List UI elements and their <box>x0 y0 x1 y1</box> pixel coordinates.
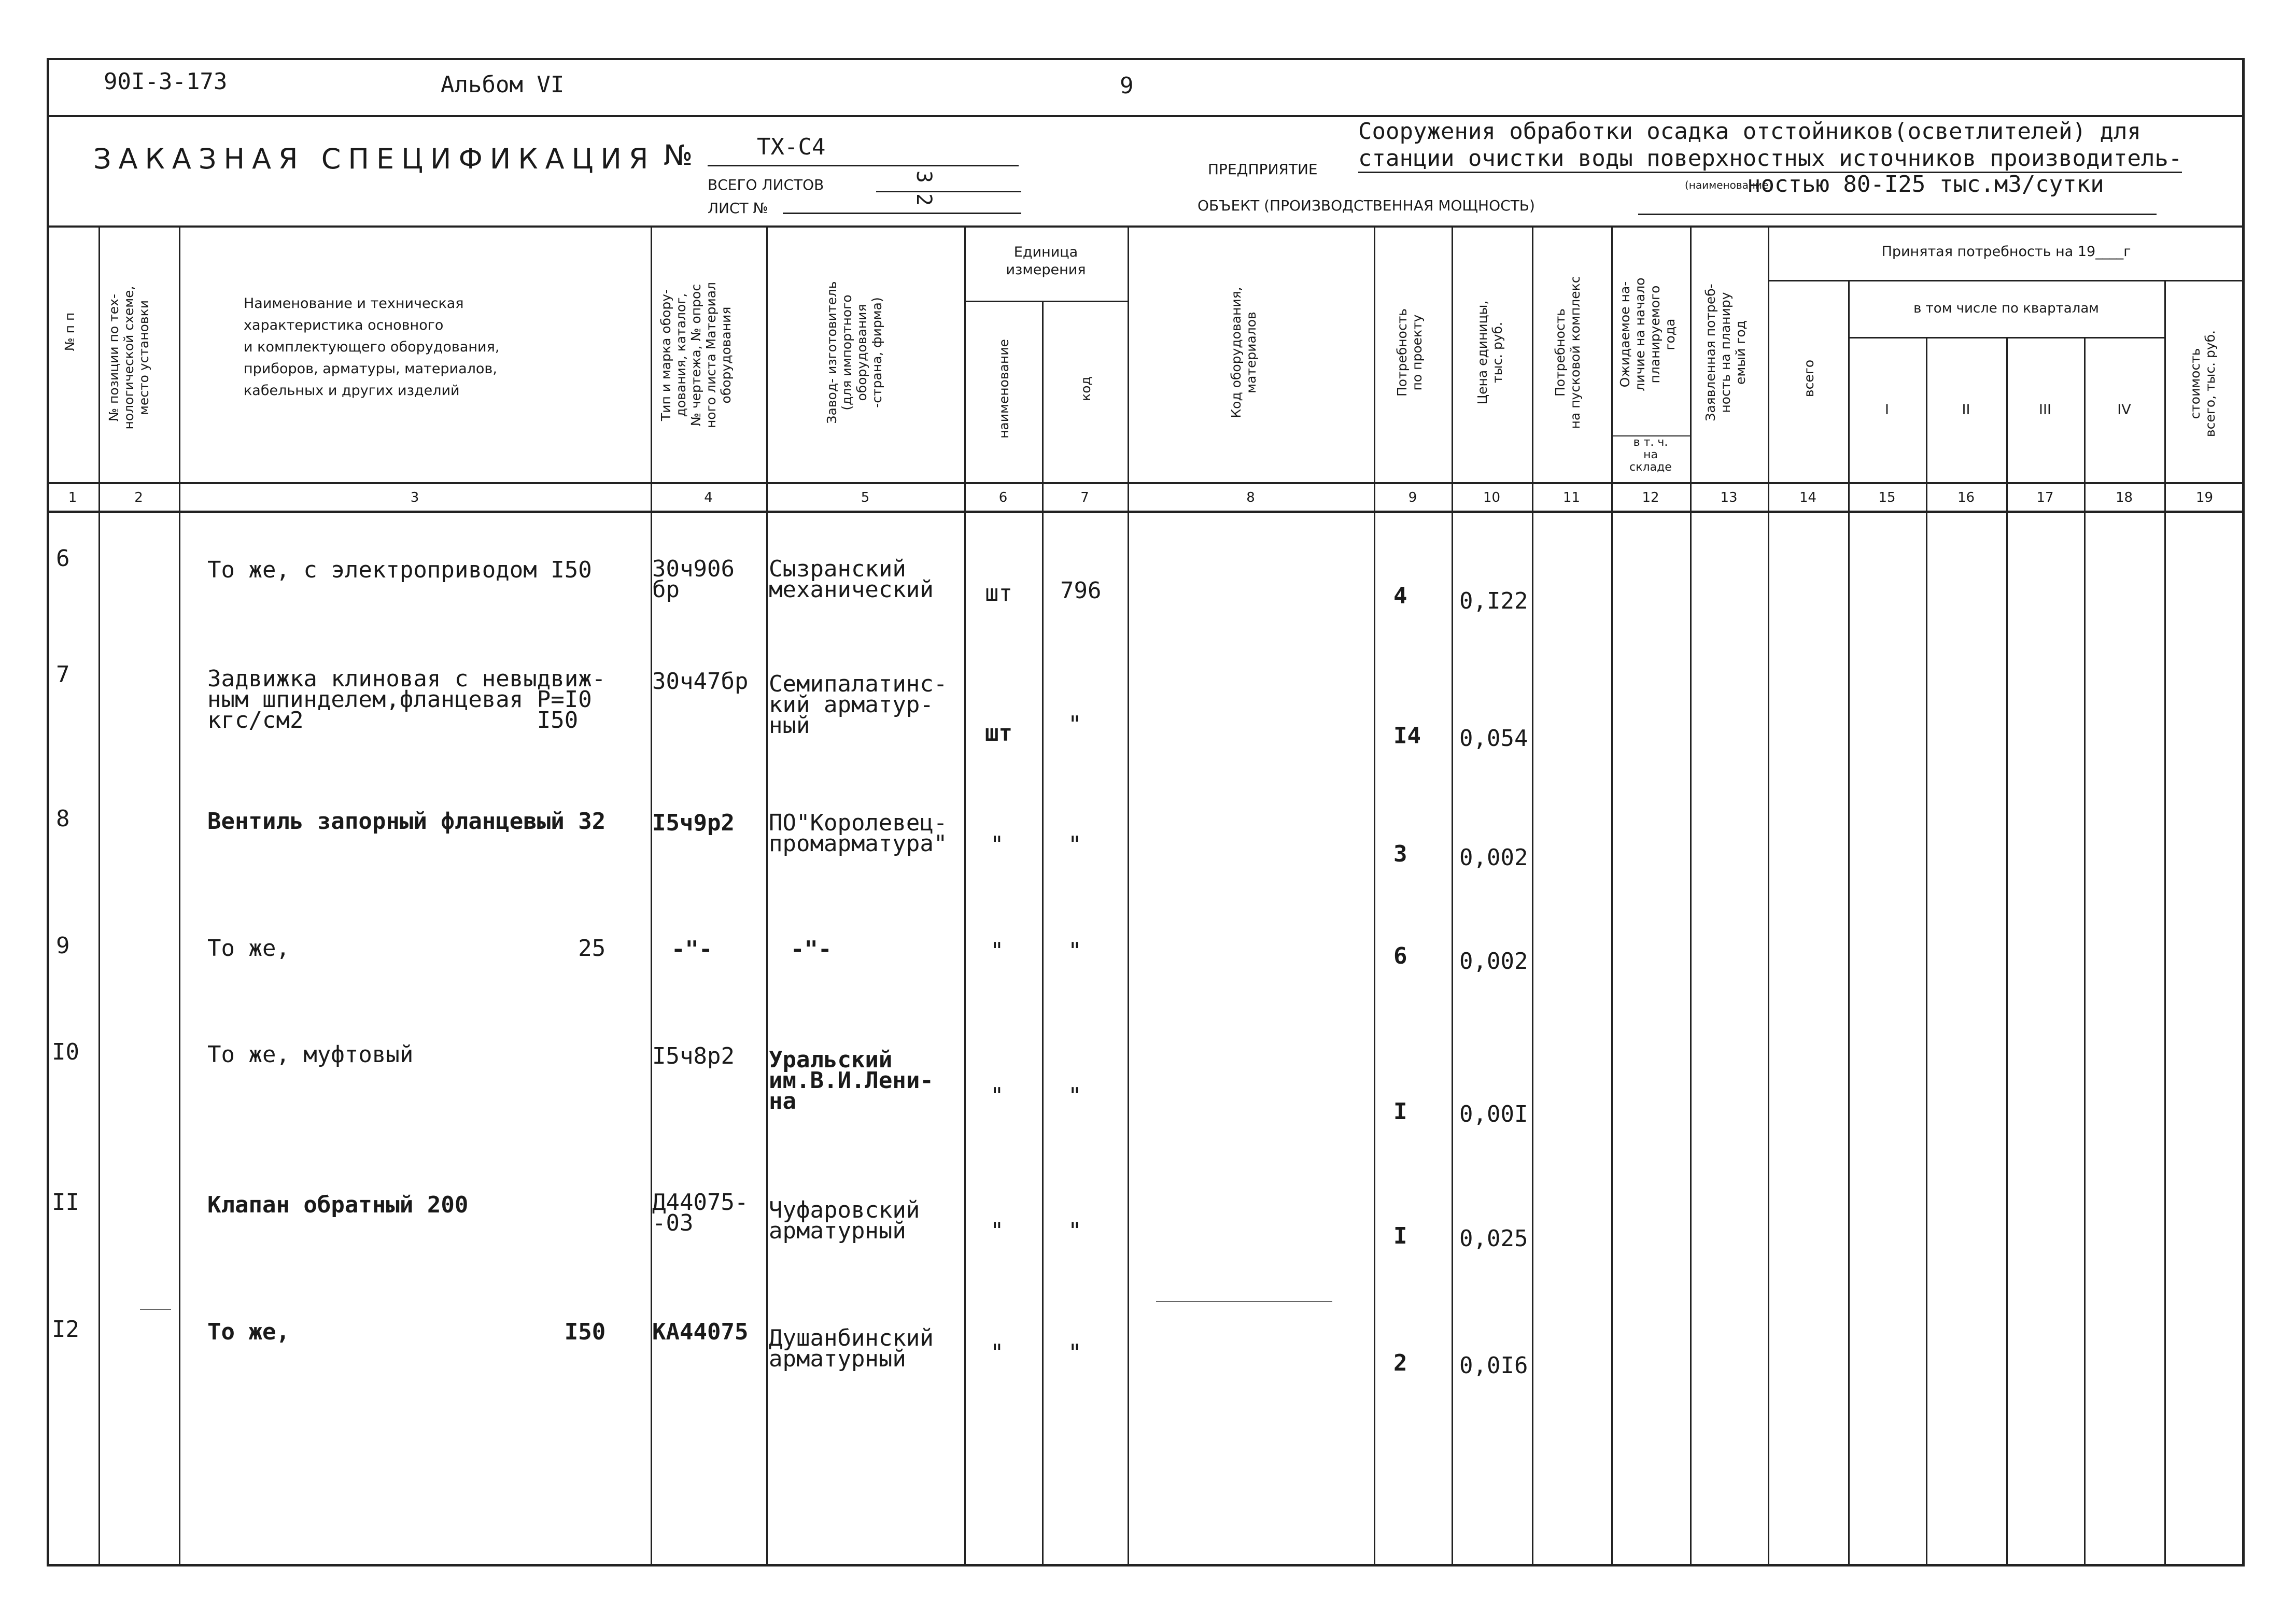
row-8-number: 8 <box>56 806 70 832</box>
col-12-sub-header: в т. ч. на складе <box>1629 436 1672 474</box>
row-11-name: Клапан обратный 200 <box>207 1192 469 1218</box>
row-7-type: 30ч47бр <box>652 668 749 695</box>
row-7-qty: I4 <box>1393 723 1421 749</box>
spec-number: ТХ-С4 <box>757 134 826 160</box>
row-9-type: -"- <box>671 936 713 963</box>
row-9-name: То же, 25 <box>207 935 606 962</box>
row-8-name: Вентиль запорный фланцевый 32 <box>207 808 606 835</box>
accepted-need-header: Принятая потребность на 19____г <box>1881 244 2131 260</box>
row-10-price: 0,00I <box>1459 1101 1528 1127</box>
col-15-header: I <box>1885 402 1889 418</box>
row-8-qty: 3 <box>1393 841 1407 867</box>
row-11-price: 0,025 <box>1459 1225 1528 1252</box>
row-7-code: " <box>1068 711 1082 738</box>
col-number: 7 <box>1080 490 1089 505</box>
row-8-code: " <box>1068 831 1082 858</box>
naming-label: (наименование) <box>1685 179 1773 191</box>
row-6-qty: 4 <box>1393 583 1407 609</box>
row-11-type: Д44075- -03 <box>652 1189 749 1236</box>
col-19-header: стоимость всего, тыс. руб. <box>2188 330 2218 437</box>
col-6-header: наименование <box>996 339 1011 439</box>
col-18-header: IV <box>2117 402 2131 418</box>
row-12-unit: " <box>990 1339 1004 1366</box>
row-11-code: " <box>1068 1218 1082 1244</box>
row-10-code: " <box>1068 1083 1082 1109</box>
col-number: 4 <box>704 490 713 505</box>
col-number: 19 <box>2195 490 2214 505</box>
col-17-header: III <box>2039 402 2051 418</box>
row-7-price: 0,054 <box>1459 725 1528 752</box>
col-12-header: Ожидаемое на- личие на начало планируемого года <box>1617 277 1678 391</box>
enterprise-line-2: станции очистки воды поверхностных источников производитель- <box>1358 145 2182 173</box>
row-12-name: То же, I50 <box>207 1319 606 1345</box>
row-10-qty: I <box>1393 1098 1407 1125</box>
col-number: 3 <box>410 490 419 505</box>
row-9-unit: " <box>990 938 1004 964</box>
col-1-header: № п п <box>62 312 77 351</box>
row-11-qty: I <box>1393 1223 1407 1249</box>
row-9-qty: 6 <box>1393 943 1407 969</box>
col-number: 11 <box>1562 490 1581 505</box>
row-8-type: I5ч9р2 <box>652 810 735 836</box>
row-10-maker: Уральский им.В.И.Лени- на <box>769 1047 934 1114</box>
row-6-unit: шт <box>985 580 1012 606</box>
enterprise-line-1: Сооружения обработки осадка отстойников(осветлителей) для <box>1358 118 2141 145</box>
row-6-number: 6 <box>56 545 70 572</box>
col-11-header: Потребность на пусковой комплекс <box>1553 276 1583 429</box>
object-label: ОБЪЕКТ (ПРОИЗВОДСТВЕННАЯ МОЩНОСТЬ) <box>1198 197 1535 214</box>
col-number: 13 <box>1720 490 1738 505</box>
row-8-price: 0,002 <box>1459 844 1528 871</box>
row-10-name: То же, муфтовый <box>207 1041 414 1068</box>
row-7-number: 7 <box>56 661 70 688</box>
row-12-number: I2 <box>52 1316 79 1343</box>
row-9-price: 0,002 <box>1459 948 1528 975</box>
col-number: 8 <box>1246 490 1255 505</box>
row-11-unit: " <box>990 1218 1004 1244</box>
row-12-code: " <box>1068 1339 1082 1366</box>
row-6-type: 30ч906 бр <box>652 556 735 603</box>
row-10-type: I5ч8р2 <box>652 1043 735 1069</box>
total-sheets-label: ВСЕГО ЛИСТОВ <box>708 176 824 193</box>
col-number: 15 <box>1878 490 1896 505</box>
col-3-header: Наименование и техническая характеристика основного и комплектующего оборудования, приборов, арматуры, материалов, кабельных и других изделий <box>244 295 500 399</box>
unit-header: Единица измерения <box>1006 244 1086 278</box>
row-11-maker: Чуфаровский арматурный <box>769 1197 920 1244</box>
col-13-header: Заявленная потреб- ность на планиру емый год <box>1703 284 1748 421</box>
enterprise-label: ПРЕДПРИЯТИЕ <box>1208 161 1318 178</box>
col-number: 18 <box>2115 490 2133 505</box>
row-10-number: I0 <box>52 1039 79 1065</box>
row-12-maker: Душанбинский арматурный <box>769 1325 934 1372</box>
col-number: 17 <box>2036 490 2054 505</box>
col-4-header: Тип и марка обору- дования, каталог, № чертежа, № опрос ного листа Материал оборудования <box>658 281 734 429</box>
col-number: 6 <box>998 490 1008 505</box>
col-number: 10 <box>1483 490 1501 505</box>
total-sheets-value: 3 <box>912 170 936 184</box>
row-12-price: 0,0I6 <box>1459 1352 1528 1379</box>
sheet-number-value: 2 <box>912 193 936 206</box>
sheet-number-label: ЛИСТ № <box>708 200 768 217</box>
row-10-unit: " <box>990 1083 1004 1109</box>
page-number: 9 <box>1120 73 1134 99</box>
row-7-maker: Семипалатинс- кий арматур- ный <box>769 671 948 739</box>
row-6-name: То же, с электроприводом I50 <box>207 557 592 583</box>
number-label: № <box>664 139 693 172</box>
album-label: Альбом VI <box>441 72 565 98</box>
col-number: 1 <box>68 490 77 505</box>
col-8-header: Код оборудования, материалов <box>1229 287 1259 418</box>
doc-code: 90I-3-173 <box>104 68 228 95</box>
col-16-header: II <box>1962 402 1970 418</box>
quarters-header: в том числе по кварталам <box>1913 301 2099 316</box>
col-number: 16 <box>1957 490 1975 505</box>
col-number: 14 <box>1799 490 1817 505</box>
enterprise-line-3: ностью 80-I25 тыс.м3/сутки <box>1747 171 2104 197</box>
row-12-qty: 2 <box>1393 1350 1407 1376</box>
col-number: 9 <box>1408 490 1417 505</box>
spec-title: ЗАКАЗНАЯ СПЕЦИФИКАЦИЯ <box>93 143 656 175</box>
col-14-header: всего <box>1801 359 1816 398</box>
row-8-maker: ПО"Королевец- промарматура" <box>769 810 948 857</box>
col-10-header: Цена единицы, тыс. руб. <box>1475 300 1505 405</box>
row-7-name: Задвижка клиновая с невыдвиж- ным шпинделем,фланцевая Р=I0 кгс/см2 I50 <box>207 666 606 733</box>
row-8-unit: " <box>990 831 1004 858</box>
row-9-maker: -"- <box>791 936 832 963</box>
row-11-number: II <box>52 1189 79 1216</box>
col-2-header: № позиции по тех- нологической схеме, место установки <box>106 286 151 430</box>
row-6-code: 796 <box>1060 577 1102 604</box>
col-number: 2 <box>134 490 143 505</box>
row-9-number: 9 <box>56 933 70 959</box>
col-9-header: Потребность по проекту <box>1394 308 1425 397</box>
row-9-code: " <box>1068 938 1082 964</box>
col-7-header: код <box>1078 376 1093 401</box>
col-number: 5 <box>861 490 870 505</box>
row-12-type: КА44075 <box>652 1319 749 1345</box>
row-6-maker: Сызранский механический <box>769 556 934 603</box>
col-5-header: Завод- изготовитель (для импортного оборудования -страна, фирма) <box>824 281 884 424</box>
row-7-unit: шт <box>985 720 1012 746</box>
row-6-price: 0,I22 <box>1459 588 1528 614</box>
col-number: 12 <box>1642 490 1659 505</box>
